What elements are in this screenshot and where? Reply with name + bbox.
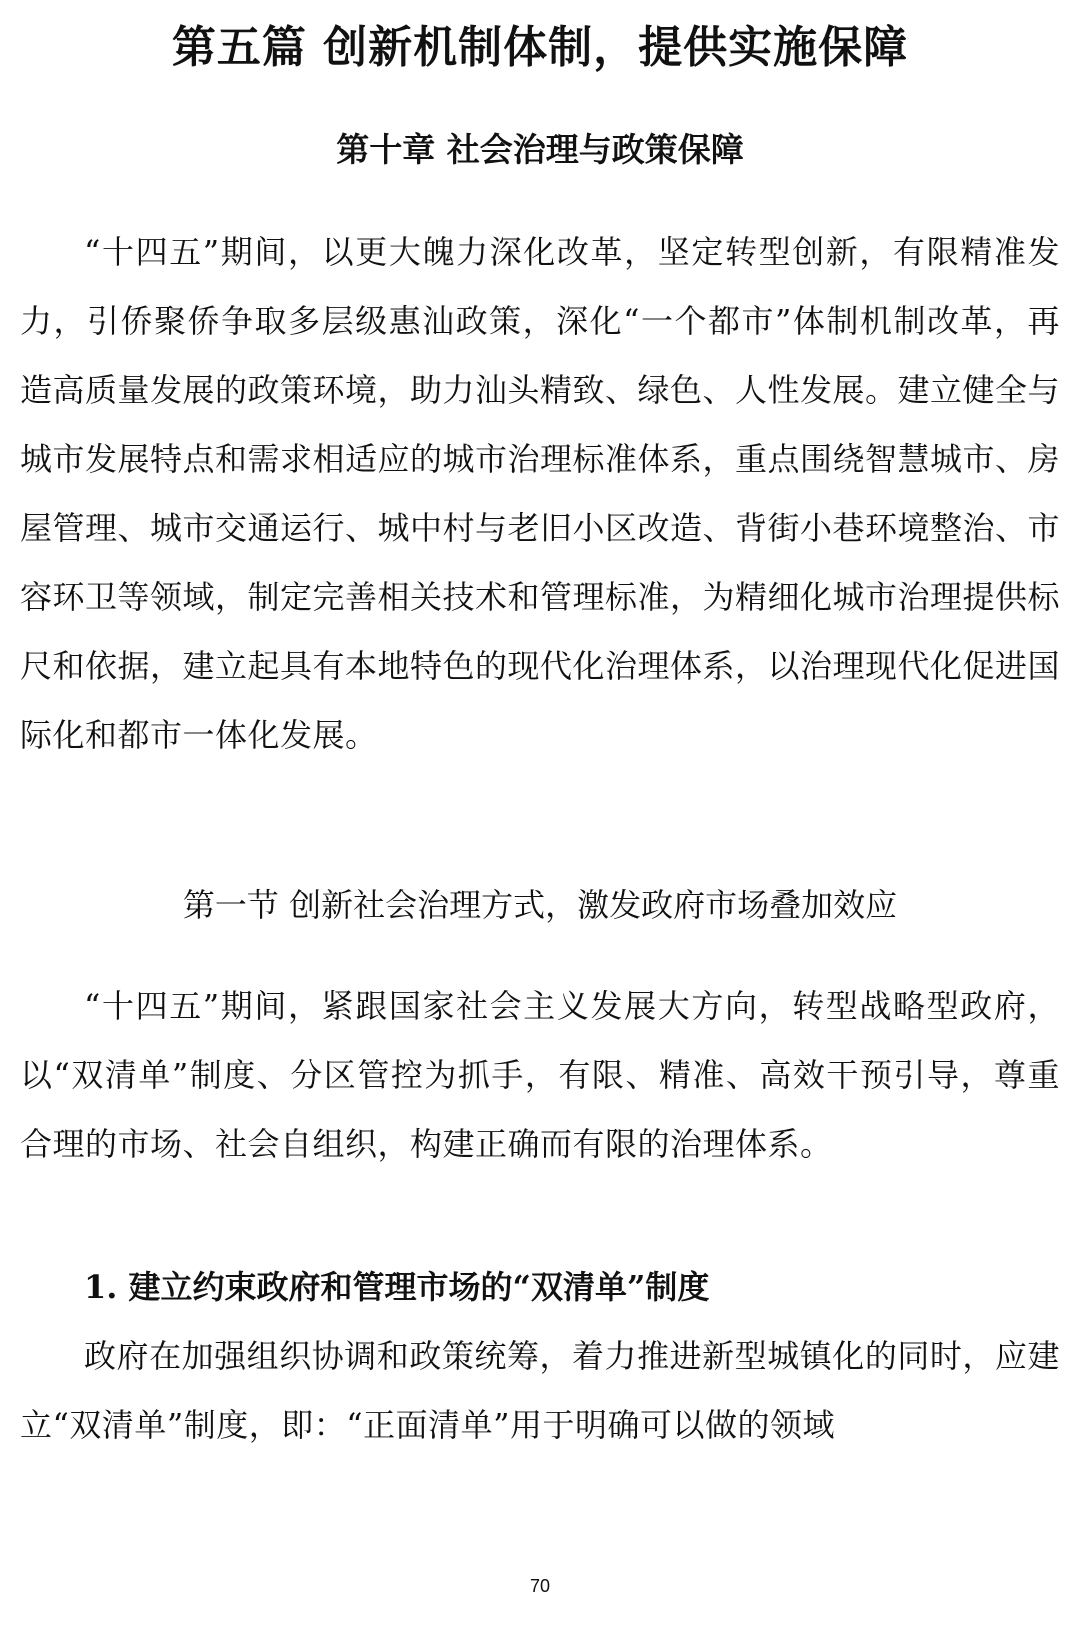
paragraph-dual-list: 政府在加强组织协调和政策统筹，着力推进新型城镇化的同时，应建立“双清单”制度，即：“正面清单”用于明确可以做的领域 [20, 1337, 1060, 1444]
chapter-title: 第十章 社会治理与政策保障 [336, 130, 744, 169]
paragraph-intro: “十四五”期间，以更大魄力深化改革，坚定转型创新，有限精准发力，引侨聚侨争取多层级惠汕政策，深化“一个都市”体制机制改革，再造高质量发展的政策环境，助力汕头精致、绿色、人性发展。建立健全与城市发展特点和需求相适应的城市治理标准体系，重点围绕智慧城市、房屋管理、城市交通运行、城中村与老旧小区改造、背街小巷环境整治、市容环卫等领域，制定完善相关技术和管理标准，为精细化城市治理提供标尺和依据，建立起具有本地特色的现代化治理体系，以治理现代化促进国际化和都市一体化发展。 [20, 233, 1061, 754]
subheading-dual-list: 1. 建立约束政府和管理市场的“双清单”制度 [84, 1268, 710, 1306]
part-title: 第五篇 创新机制体制，提供实施保障 [171, 22, 909, 73]
section-title: 第一节 创新社会治理方式，激发政府市场叠加效应 [182, 886, 898, 924]
paragraph-section-intro: “十四五”期间，紧跟国家社会主义发展大方向，转型战略型政府，以“双清单”制度、分区管控为抓手，有限、精准、高效干预引导，尊重合理的市场、社会自组织，构建正确而有限的治理体系。 [20, 987, 1060, 1163]
page-number: 70 [529, 1576, 551, 1596]
